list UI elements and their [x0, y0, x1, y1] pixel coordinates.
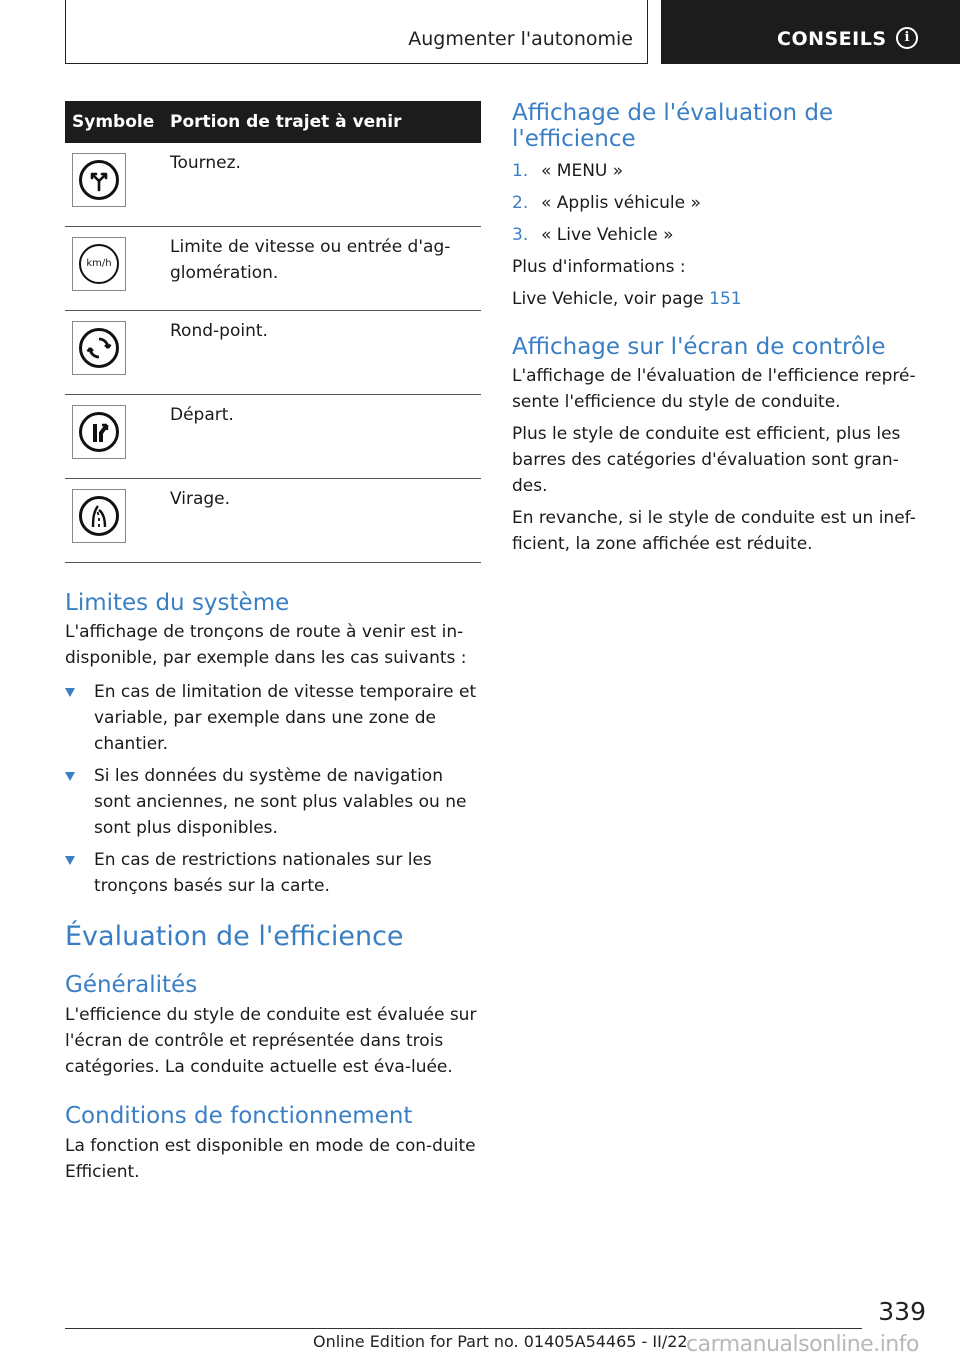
display-screen-p1: L'affichage de l'évaluation de l'efficience repré-sente l'efficience du style de conduite. — [512, 366, 916, 412]
steps-list — [512, 158, 928, 248]
table-cell-text: Rond-point. — [170, 311, 481, 395]
triangle-bullet-icon — [65, 772, 75, 781]
roundabout-icon — [72, 321, 126, 375]
table-row — [65, 227, 481, 311]
curve-icon — [72, 489, 126, 543]
heading-system-limits: Limites du système — [65, 590, 290, 616]
header-chapter-box — [661, 0, 960, 64]
info-icon: i — [896, 27, 918, 49]
header-section-box — [65, 0, 648, 64]
triangle-bullet-icon — [65, 688, 75, 697]
list-item: 2. « Applis véhicule » — [512, 190, 928, 216]
footer-edition: Online Edition for Part no. 01405A54465 - II/22 — [313, 1332, 688, 1351]
header-chapter-label: CONSEILS — [777, 28, 887, 50]
list-item: Si les données du système de navigation sont anciennes, ne sont plus valables ou ne sont plus disponibles. — [65, 763, 481, 841]
more-info-label: Plus d'informations : — [512, 257, 686, 277]
triangle-bullet-icon — [65, 856, 75, 865]
heading-display-screen: Affichage sur l'écran de contrôle — [512, 334, 886, 360]
limits-intro: L'affichage de tronçons de route à venir est in-disponible, par exemple dans les cas suivants : — [65, 622, 467, 668]
table-cell-text: Départ. — [170, 395, 481, 479]
right-column — [512, 100, 928, 557]
column-header-symbol: Symbole — [65, 101, 170, 143]
speed-limit-icon — [72, 237, 126, 291]
list-item: 3. « Live Vehicle » — [512, 222, 928, 248]
step-number: 3. — [512, 225, 529, 245]
table-row — [65, 143, 481, 227]
heading-conditions: Conditions de fonctionnement — [65, 1103, 413, 1129]
table-row — [65, 311, 481, 395]
step-number: 2. — [512, 193, 529, 213]
general-text: L'efficience du style de conduite est évaluée sur l'écran de contrôle et représentée dans trois catégories. La conduite actuelle est éva-luée. — [65, 1005, 477, 1077]
list-item: En cas de limitation de vitesse temporaire et variable, par exemple dans une zone de chantier. — [65, 679, 481, 757]
table-cell-text: Limite de vitesse ou entrée d'ag-glomération. — [170, 227, 481, 311]
column-header-portion: Portion de trajet à venir — [170, 101, 481, 143]
watermark: carmanualsonline.info — [686, 1332, 919, 1357]
exit-icon — [72, 405, 126, 459]
heading-general: Généralités — [65, 972, 198, 998]
turn-icon — [72, 153, 126, 207]
table-row — [65, 479, 481, 563]
display-screen-p2: Plus le style de conduite est efficient, plus les barres des catégories d'évaluation sont gran-des. — [512, 424, 901, 496]
left-column — [65, 101, 481, 1185]
display-screen-p3: En revanche, si le style de conduite est un inef-ficient, la zone affichée est réduite. — [512, 508, 916, 554]
table-cell-text: Virage. — [170, 479, 481, 563]
conditions-text: La fonction est disponible en mode de con-duite Efficient. — [65, 1136, 476, 1182]
heading-display-evaluation: Affichage de l'évaluation de l'efficience — [512, 100, 834, 152]
header-section-title: Augmenter l'autonomie — [408, 28, 633, 50]
footer-divider — [65, 1328, 862, 1329]
table-cell-text: Tournez. — [170, 143, 481, 227]
symbol-table — [65, 101, 481, 563]
heading-efficiency-evaluation: Évaluation de l'efficience — [65, 921, 404, 952]
speed-limit-icon-text: km/h — [86, 258, 112, 269]
table-row — [65, 395, 481, 479]
page-reference: Live Vehicle, voir page 151 — [512, 289, 742, 309]
symbol-table-header — [65, 101, 481, 143]
list-item: 1. « MENU » — [512, 158, 928, 184]
limits-list — [65, 679, 481, 899]
list-item: En cas de restrictions nationales sur les tronçons basés sur la carte. — [65, 847, 481, 899]
page-number: 339 — [878, 1297, 926, 1326]
page-link[interactable]: 151 — [709, 289, 742, 309]
step-number: 1. — [512, 161, 529, 181]
